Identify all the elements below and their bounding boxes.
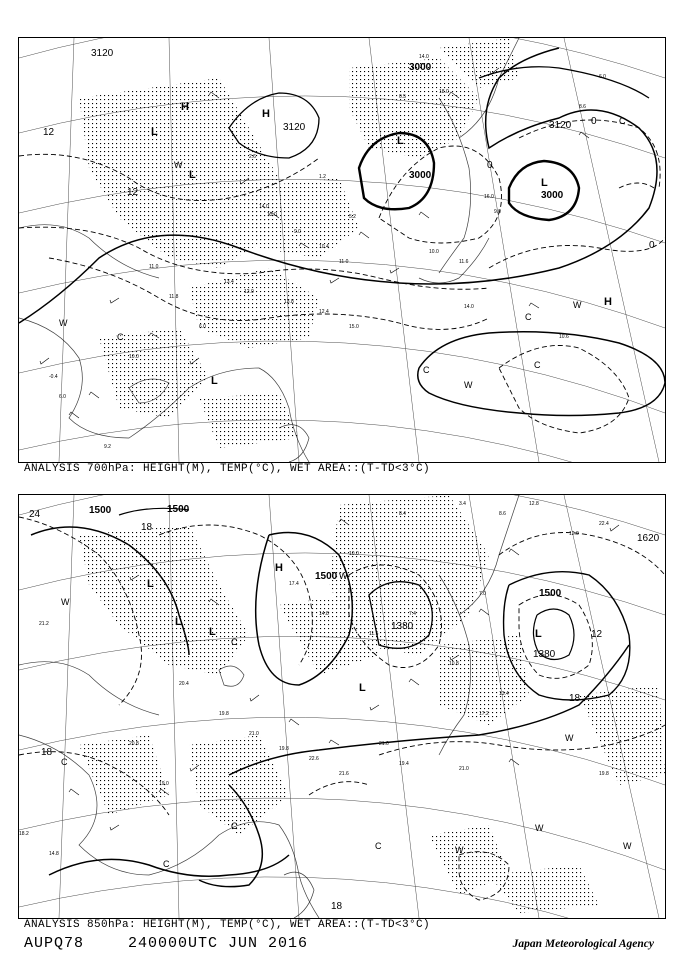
height-label: 3000 [541,190,564,201]
svg-text:6.0: 6.0 [599,74,606,80]
height-label: 3120 [283,122,306,133]
isotherm-label: 12 [127,187,139,198]
height-label: 1380 [533,649,556,660]
svg-text:15.0: 15.0 [349,324,359,330]
isotherm-label: 0 [649,240,655,251]
isotherm-label: 18 [141,522,153,533]
svg-text:21.0: 21.0 [379,741,389,747]
wet-area [79,38,519,448]
svg-text:18.2: 18.2 [19,831,29,837]
cold-center-mark: C [117,332,124,342]
high-center-mark: H [275,562,283,574]
svg-text:8.6: 8.6 [499,511,506,517]
svg-text:21.0: 21.0 [459,766,469,772]
svg-text:12.0: 12.0 [244,289,254,295]
low-center-mark: L [359,682,366,694]
cold-center-mark: C [61,757,68,767]
low-center-mark: L [175,616,182,628]
isotherm-label: 0 [487,160,493,171]
svg-text:0.5: 0.5 [399,94,406,100]
svg-text:20.4: 20.4 [179,681,189,687]
height-label: 3000 [409,62,432,73]
svg-text:3.4: 3.4 [459,501,466,507]
map-700hpa-caption: ANALYSIS 700hPa: HEIGHT(M), TEMP(°C), WET AREA::(T-TD<3°C) [24,463,431,475]
svg-text:10.0: 10.0 [429,249,439,255]
height-label: 3000 [409,170,432,181]
svg-text:18.0: 18.0 [439,89,449,95]
svg-text:7.0: 7.0 [479,591,486,597]
svg-text:12.4: 12.4 [319,309,329,315]
svg-text:11.8: 11.8 [169,294,179,300]
isotherm-label: 12 [591,629,603,640]
isotherm-label: 12 [43,127,55,138]
svg-text:19.8: 19.8 [599,771,609,777]
warm-center-mark: W [535,823,544,833]
svg-text:19.0: 19.0 [159,781,169,787]
svg-text:14.8: 14.8 [49,851,59,857]
svg-text:11.6: 11.6 [459,259,469,265]
svg-text:9.2: 9.2 [104,444,111,450]
warm-center-mark: W [565,733,574,743]
svg-text:10.0: 10.0 [349,551,359,557]
low-center-mark: L [541,177,548,189]
warm-center-mark: W [59,318,68,328]
svg-text:17.4: 17.4 [289,581,299,587]
warm-center-mark: W [464,380,473,390]
svg-text:5.2: 5.2 [349,214,356,220]
map-850hpa-graphic [19,495,665,918]
high-center-mark: H [604,296,612,308]
low-center-mark: L [397,135,404,147]
svg-text:13.4: 13.4 [224,279,234,285]
warm-center-mark: W [623,841,632,851]
svg-text:19.8: 19.8 [219,711,229,717]
svg-text:12.8: 12.8 [529,501,539,507]
svg-text:1.2: 1.2 [319,174,326,180]
cold-center-mark: C [534,360,541,370]
map-700hpa [18,37,666,463]
cold-center-mark: C [231,637,238,647]
warm-center-mark: W [339,571,348,581]
agency-name: Japan Meteorological Agency [512,938,654,950]
isotherm-label: 18 [569,693,581,704]
wet-area [79,495,665,913]
high-center-mark: H [181,101,189,113]
svg-text:8.6: 8.6 [579,104,586,110]
svg-text:9.0: 9.0 [294,229,301,235]
height-label: 1500 [167,504,190,515]
warm-center-mark: W [455,845,464,855]
svg-text:13.8: 13.8 [284,299,294,305]
height-label: 3120 [91,48,114,59]
svg-text:14.0: 14.0 [259,204,269,210]
map-850hpa-caption: ANALYSIS 850hPa: HEIGHT(M), TEMP(°C), WET AREA::(T-TD<3°C) [24,919,431,931]
svg-text:22.6: 22.6 [309,756,319,762]
cold-center-mark: C [619,116,626,126]
svg-text:16.0: 16.0 [484,194,494,200]
svg-text:6.0: 6.0 [199,324,206,330]
svg-text:2.6: 2.6 [249,154,256,160]
svg-text:11.0: 11.0 [149,264,159,270]
low-center-mark: L [535,628,542,640]
low-center-mark: L [147,578,154,590]
svg-text:21.2: 21.2 [39,621,49,627]
chart-code: AUPQ78 [24,935,85,952]
low-center-mark: L [209,626,216,638]
high-center-mark: H [262,108,270,120]
svg-text:21.6: 21.6 [339,771,349,777]
height-label: 1380 [391,621,414,632]
svg-text:10.4: 10.4 [319,244,329,250]
svg-text:19.8: 19.8 [279,746,289,752]
svg-text:13.0: 13.0 [267,212,277,218]
svg-text:14.0: 14.0 [464,304,474,310]
height-label: 1500 [89,505,112,516]
isotherm-label: 0 [591,116,597,127]
warm-center-mark: W [174,160,183,170]
isotherm-label: 18 [331,901,343,912]
cold-center-mark: C [163,859,170,869]
svg-text:11.0: 11.0 [339,259,349,265]
svg-text:21.0: 21.0 [249,731,259,737]
svg-text:17.2: 17.2 [479,711,489,717]
svg-text:12.0: 12.0 [569,531,579,537]
svg-text:11.6: 11.6 [369,631,379,637]
svg-text:10.0: 10.0 [129,354,139,360]
svg-text:14.0: 14.0 [419,54,429,60]
svg-text:13.4: 13.4 [499,691,509,697]
map-700hpa-graphic [19,38,665,462]
warm-center-mark: W [61,597,70,607]
svg-text:10.8: 10.8 [449,661,459,667]
cold-center-mark: C [375,841,382,851]
svg-text:-0.4: -0.4 [49,374,58,380]
isotherm-label: 18 [41,747,53,758]
svg-text:20.8: 20.8 [129,741,139,747]
height-label: 3120 [549,120,572,131]
valid-time: 240000UTC JUN 2016 [128,935,309,952]
svg-text:22.4: 22.4 [599,521,609,527]
isotherm-label: 24 [29,509,41,520]
svg-text:14.8: 14.8 [319,611,329,617]
svg-text:7.4: 7.4 [409,611,416,617]
svg-text:10.6: 10.6 [559,334,569,340]
low-center-mark: L [189,169,196,181]
svg-text:19.4: 19.4 [399,761,409,767]
height-label: 1500 [539,588,562,599]
cold-center-mark: C [525,312,532,322]
cold-center-mark: C [423,365,430,375]
map-850hpa [18,494,666,919]
svg-text:6.0: 6.0 [59,394,66,400]
svg-text:9.0: 9.0 [494,209,501,215]
height-label: 1620 [637,533,660,544]
cold-center-mark: C [231,821,238,831]
low-center-mark: L [211,375,218,387]
low-center-mark: L [151,126,158,138]
height-label: 1500 [315,571,338,582]
warm-center-mark: W [573,300,582,310]
svg-text:8.4: 8.4 [399,511,406,517]
